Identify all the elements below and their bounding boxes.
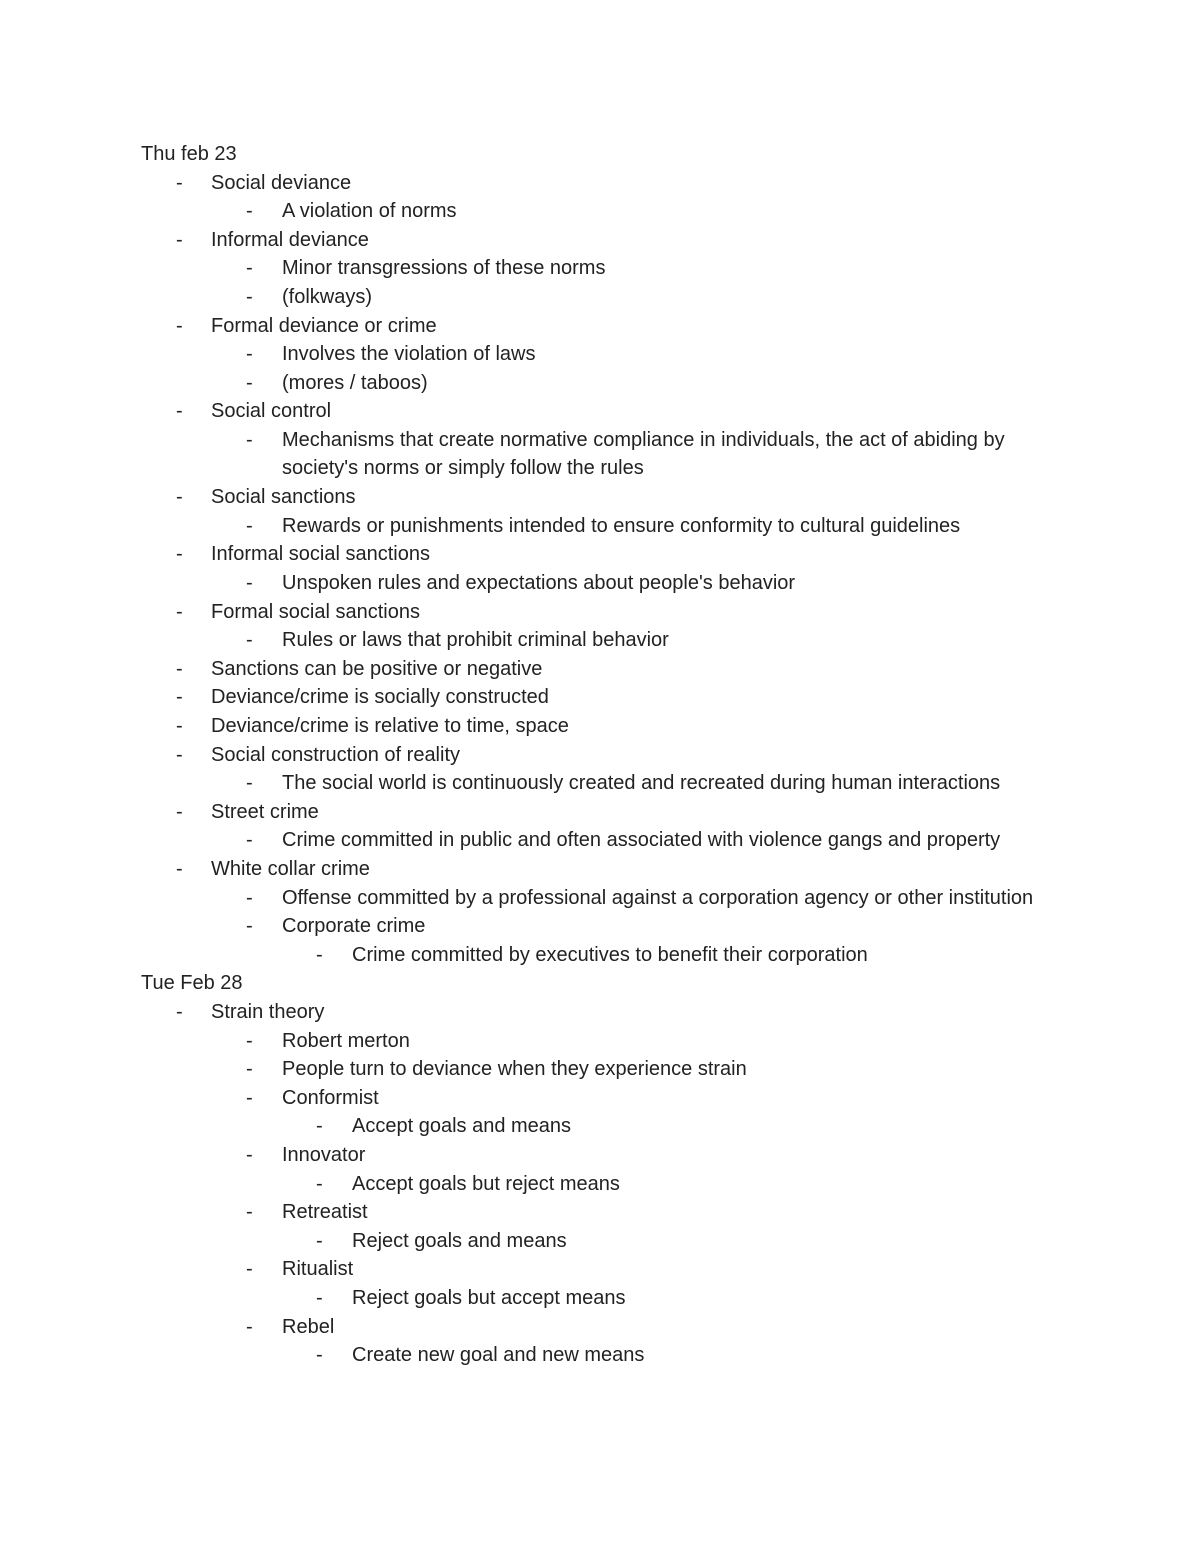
bullet-dash: - [316,1115,323,1138]
outline-item-level-1: Informal social sanctions [211,543,430,566]
bullet-dash: - [176,171,183,194]
outline-item-level-3: Accept goals but reject means [352,1172,620,1195]
outline-item-level-2: Robert merton [282,1029,410,1052]
outline-item-level-3: Create new goal and new means [352,1344,645,1367]
bullet-dash: - [176,600,183,623]
bullet-dash: - [246,371,253,394]
bullet-dash: - [246,514,253,537]
bullet-dash: - [246,1029,253,1052]
outline-item-level-2: Rewards or punishments intended to ensure conformity to cultural guidelines [282,514,961,537]
outline-item-level-2: People turn to deviance when they experience strain [282,1058,747,1081]
bullet-dash: - [246,886,253,909]
outline-item-level-3: Crime committed by executives to benefit their corporation [352,943,868,966]
outline-item-level-2: Innovator [282,1144,366,1166]
bullet-dash: - [176,800,183,823]
bullet-dash: - [246,772,253,795]
outline-item-level-2: Ritualist [282,1258,354,1281]
outline-item-level-1: Formal social sanctions [211,600,420,623]
bullet-dash: - [246,1144,253,1166]
outline-item-level-2: Offense committed by a professional against a corporation agency or other institution [282,886,1034,909]
bullet-dash: - [176,657,183,680]
bullet-dash: - [176,486,183,509]
outline-item-level-1: Formal deviance or crime [211,314,437,337]
outline-item-level-2: Crime committed in public and often associated with violence gangs and property [282,829,1001,852]
outline-item-level-1: Social sanctions [211,486,356,509]
bullet-dash: - [316,1344,323,1367]
bullet-dash: - [176,1001,183,1023]
outline-item-level-1: Social construction of reality [211,743,461,766]
bullet-dash: - [246,1086,253,1109]
outline-item-level-1: Informal deviance [211,228,369,251]
outline-item-level-2: (folkways) [282,286,373,308]
outline-item-level-1: Street crime [211,800,319,823]
bullet-dash: - [176,686,183,709]
bullet-dash: - [246,257,253,280]
bullet-dash: - [316,1229,323,1252]
section-heading: Tue Feb 28 [141,972,243,995]
outline-item-level-2: The social world is continuously created and recreated during human interactions [282,772,1001,795]
bullet-dash: - [246,915,253,938]
bullet-dash: - [176,743,183,766]
bullet-dash: - [246,1258,253,1281]
bullet-dash: - [176,858,183,880]
bullet-dash: - [176,543,183,566]
bullet-dash: - [176,715,183,737]
outline-item-level-2: Rebel [282,1315,335,1338]
bullet-dash: - [246,629,253,652]
outline-item-level-3: Reject goals and means [352,1229,567,1252]
outline-item-level-1: Social control [211,400,332,423]
bullet-dash: - [246,200,253,223]
outline-item-level-2: A violation of norms [282,200,457,223]
bullet-dash: - [176,228,183,251]
bullet-dash: - [176,400,183,423]
outline-item-level-2: (mores / taboos) [282,371,428,394]
outline-item-level-2: Involves the violation of laws [282,343,536,366]
outline-item-level-1: Deviance/crime is socially constructed [211,686,549,709]
outline-item-level-1: Sanctions can be positive or negative [211,657,543,680]
bullet-dash: - [316,1172,323,1195]
outline-item-level-2: Conformist [282,1086,379,1109]
outline-item-level-2: Rules or laws that prohibit criminal behavior [282,629,669,652]
bullet-dash: - [246,429,253,451]
outline-item-level-2: Retreatist [282,1201,368,1224]
bullet-dash: - [246,1058,253,1081]
bullet-dash: - [316,1287,323,1309]
bullet-dash: - [246,572,253,594]
bullet-dash: - [246,286,253,308]
section-heading: Thu feb 23 [141,143,237,165]
bullet-dash: - [246,1201,253,1224]
bullet-dash: - [246,1315,253,1338]
bullet-dash: - [246,343,253,366]
outline-item-level-2: Corporate crime [282,915,426,938]
outline-item-level-2: Minor transgressions of these norms [282,257,606,280]
outline-item-level-2: Mechanisms that create normative compliance in individuals, the act of abiding by society's norms or simply follow the rules [282,429,1005,479]
outline-item-level-2: Unspoken rules and expectations about people's behavior [282,572,796,594]
outline-item-level-1: Strain theory [211,1001,325,1023]
outline-item-level-1: Deviance/crime is relative to time, space [211,715,569,737]
outline-item-level-1: White collar crime [211,858,370,880]
outline-item-level-3: Reject goals but accept means [352,1287,626,1309]
outline-item-level-3: Accept goals and means [352,1115,572,1138]
bullet-dash: - [176,314,183,337]
outline-item-level-1: Social deviance [211,171,352,194]
bullet-dash: - [316,943,323,966]
bullet-dash: - [246,829,253,852]
